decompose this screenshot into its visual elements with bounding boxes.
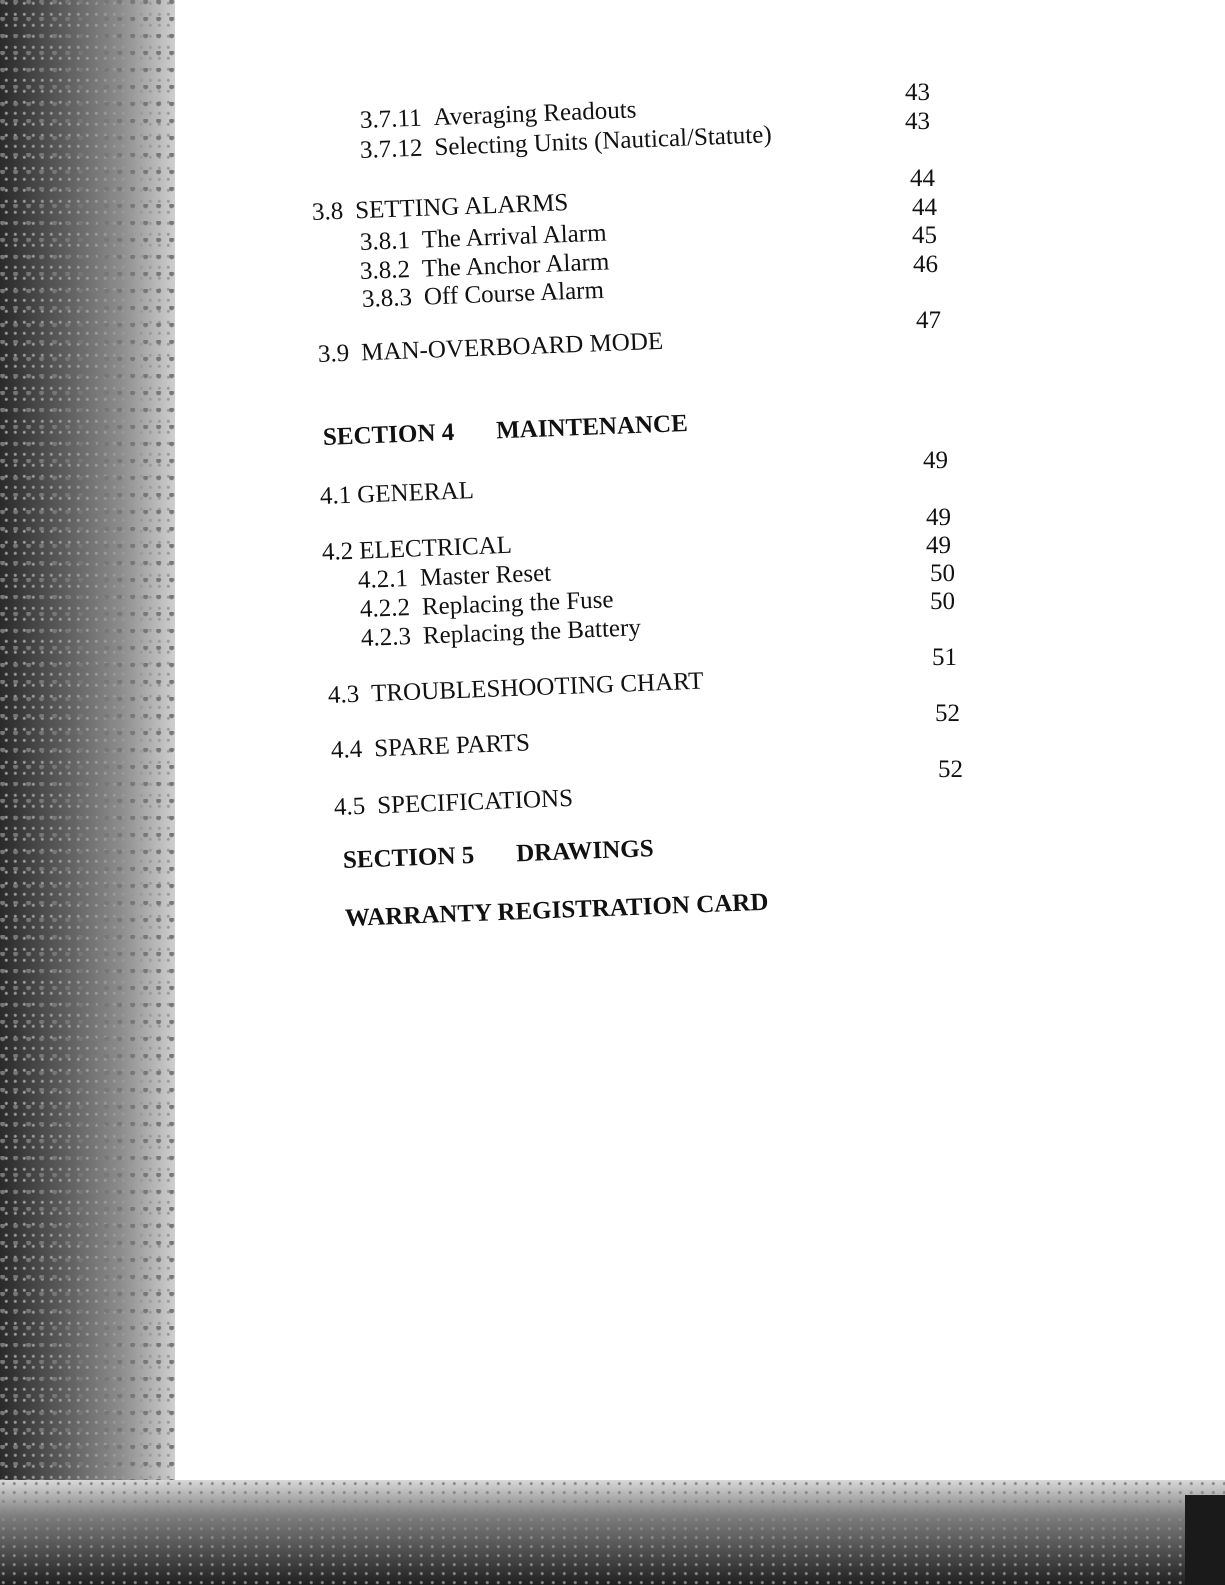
toc-entry-4-2[interactable] [322, 533, 513, 565]
toc-entry-title: SETTING ALARMS [354, 189, 569, 225]
section-title: MAINTENANCE [495, 409, 689, 445]
toc-entry-page: 45 [912, 222, 937, 249]
toc-entry-title: Averaging Readouts [433, 96, 637, 132]
toc-entry-title: MAN-OVERBOARD MODE [360, 327, 664, 367]
toc-section-5[interactable] [343, 836, 655, 873]
toc-entry-title: SPARE PARTS [373, 729, 531, 763]
section-number: SECTION 4 [322, 418, 455, 451]
toc-entry-page: 49 [926, 504, 951, 531]
toc-entry-title: The Anchor Alarm [421, 248, 610, 283]
toc-entry-number: 3.9 [317, 339, 350, 368]
toc-entry-page: 52 [938, 756, 963, 783]
section-title: WARRANTY REGISTRATION CARD [344, 888, 769, 932]
toc-entry-4-5[interactable] [334, 786, 574, 820]
toc-entry-title: Master Reset [419, 559, 552, 592]
toc-entry-number: 3.8.1 [359, 227, 411, 256]
toc-entry-number: 4.2.2 [359, 594, 411, 623]
toc-entry-page: 50 [930, 560, 955, 587]
toc-entry-4-2-1[interactable] [358, 561, 552, 593]
toc-entry-page: 44 [910, 165, 935, 192]
toc-entry-number: 3.7.11 [359, 104, 423, 134]
toc-entry-title: TROUBLESHOOTING CHART [370, 667, 705, 708]
toc-entry-page: 43 [905, 79, 930, 106]
toc-entry-page: 46 [913, 251, 938, 278]
toc-entry-title: The Arrival Alarm [421, 219, 608, 254]
toc-entry-page: 47 [916, 307, 941, 334]
toc-entry-4-3[interactable] [328, 669, 704, 708]
toc-entry-3-8[interactable] [312, 190, 569, 225]
toc-entry-number: 3.8.2 [359, 256, 411, 285]
toc-entry-title: Replacing the Battery [422, 614, 642, 650]
toc-entry-number: 4.2.1 [357, 565, 409, 594]
toc-entry-number: 4.4 [330, 735, 363, 764]
toc-entry-4-4[interactable] [331, 730, 531, 763]
toc-entry-number: 3.8.3 [361, 284, 413, 313]
toc-section-4[interactable] [323, 411, 689, 450]
toc-entry-title: GENERAL [356, 477, 475, 509]
toc-warranty-card[interactable] [345, 890, 769, 931]
toc-entry-number: 3.8 [311, 197, 344, 226]
toc-entry-number: 4.2 [321, 537, 354, 566]
toc-entry-number: 4.3 [327, 680, 360, 709]
toc-entry-page: 52 [935, 700, 960, 727]
toc-entry-title: Selecting Units (Nautical/Statute) [433, 121, 773, 162]
toc-entry-title: Replacing the Fuse [421, 586, 614, 621]
toc-entry-page: 50 [930, 588, 955, 615]
toc-entry-number: 3.7.12 [359, 134, 423, 164]
toc-entry-number: 4.5 [333, 792, 366, 821]
toc-entry-page: 43 [905, 108, 930, 135]
toc-entry-3-9[interactable] [318, 329, 664, 367]
toc-entry-title: ELECTRICAL [358, 531, 513, 565]
toc-entry-page: 44 [912, 194, 937, 221]
toc-entry-page: 49 [923, 447, 948, 474]
toc-entry-number: 4.2.3 [360, 623, 412, 652]
section-title: DRAWINGS [515, 835, 655, 868]
section-number: SECTION 5 [342, 841, 475, 874]
toc-entry-title: SPECIFICATIONS [376, 784, 574, 820]
toc-entry-4-1[interactable] [320, 478, 475, 509]
toc-entry-number: 4.1 [319, 481, 352, 510]
toc-entry-title: Off Course Alarm [423, 276, 605, 311]
toc-entry-page: 51 [932, 644, 957, 671]
toc-entry-page: 49 [926, 532, 951, 559]
